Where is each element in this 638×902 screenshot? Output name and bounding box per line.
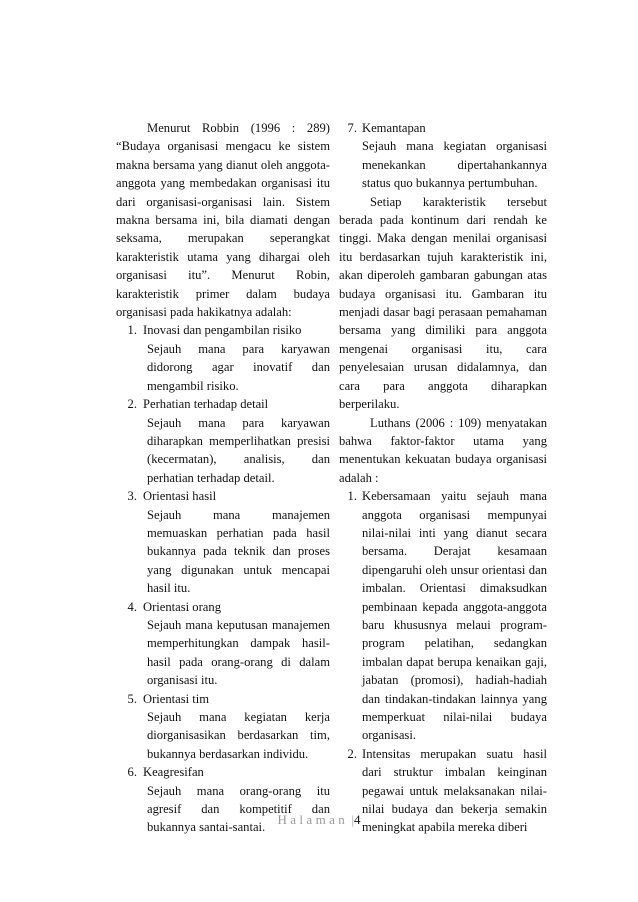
page-footer [0, 812, 638, 828]
item-body: Sejauh mana keputusan manajemen memperhitungkan dampak hasil-hasil pada orang-orang di dalam organisasi itu. [147, 617, 330, 688]
item-number: 2. [127, 397, 137, 412]
factor-number: 1. [347, 489, 357, 504]
item-number: 6. [127, 765, 137, 780]
left-column [116, 119, 330, 837]
list-item [116, 487, 330, 597]
item-title: Orientasi orang [143, 599, 221, 614]
item-title: Keagresifan [143, 765, 204, 780]
item-body: Sejauh mana para karyawan diharapkan memperlihatkan presisi (kecermatan), analisis, dan perhatian terhadap detail. [147, 415, 330, 485]
item-title: Kemantapan [362, 121, 426, 135]
item-title: Inovasi dan pengambilan risiko [143, 323, 302, 338]
footer-separator: | [351, 812, 355, 827]
body-paragraph: Luthans (2006 : 109) menyatakan bahwa faktor-faktor utama yang menentukan kekuatan budaya organisasi adalah : [339, 415, 547, 485]
factor-text: Kebersamaan yaitu sejauh mana anggota organisasi mempunyai nilai-nilai inti yang dianut secara bersama. Derajat kesamaan dipengaruhi oleh unsur orientasi dan imbalan. Orientasi dimaksudkan pembinaan kepada anggota-anggota baru khususnya melaui program-program pelatihan, sedangkan imbalan dapat berupa kenaikan gaji, jabatan (promosi), hadiah-hadiah dan tindakan-tindakan lainnya yang memperkuat nilai-nilai budaya organisasi. [362, 489, 547, 743]
item-title: Perhatian terhadap detail [143, 397, 269, 412]
intro-paragraph: Menurut Robbin (1996 : 289) “Budaya organisasi mengacu ke sistem makna bersama yang dianut oleh anggota-anggota yang membedakan organisasi itu dari organisasi-organisasi lain. Sistem makna bersama ini, bila diamati dengan seksama, merupakan seperangkat karakteristik utama yang dihargai oleh organisasi itu”. Menurut Robin, karakteristik primer dalam budaya organisasi pada hakikatnya adalah: [116, 121, 330, 320]
item-body: Sejauh mana para karyawan didorong agar inovatif dan mengambil risiko. [147, 341, 330, 393]
item-title: Orientasi tim [143, 691, 210, 706]
item-number: 3. [127, 489, 137, 504]
item-body: Sejauh mana kegiatan kerja diorganisasikan berdasarkan tim, bukannya berdasarkan individu. [147, 710, 330, 761]
item-body: Sejauh mana manajemen memuaskan perhatian pada hasil bukannya pada teknik dan proses yang digunakan untuk mencapai hasil itu. [147, 507, 330, 596]
item-number: 5. [127, 691, 137, 706]
list-item [339, 119, 547, 193]
item-body: Sejauh mana orang-orang itu agresif dan kompetitif dan bukannya santai-santai. [147, 783, 330, 835]
factor-text: Intensitas merupakan suatu hasil dari struktur imbalan keinginan pegawai untuk melaksanakan nilai-nilai budaya dan bekerja semakin meningkat apabila mereka diberi [362, 746, 547, 835]
item-title: Orientasi hasil [143, 489, 217, 504]
list-item [116, 395, 330, 487]
item-number: 7. [347, 121, 357, 135]
item-number: 1. [127, 323, 137, 338]
footer-label: Halaman [277, 812, 349, 827]
factor-item [339, 487, 547, 745]
right-column [339, 119, 547, 837]
list-item [116, 321, 330, 395]
item-body: Sejauh mana kegiatan organisasi menekankan dipertahankannya status quo bukannya pertumbuhan. [362, 139, 547, 191]
page-number: 4 [354, 812, 361, 827]
item-number: 4. [127, 599, 137, 614]
body-paragraph: Setiap karakteristik tersebut berada pada kontinum dari rendah ke tinggi. Maka dengan menilai organisasi itu berdasarkan tujuh karakteristik ini, akan diperoleh gambaran gabungan atas budaya organisasi itu. Gambaran itu menjadi dasar bagi perasaan pemahaman bersama yang dimiliki para anggota mengenai organisasi itu, cara penyelesaian urusan didalamnya, dan cara para anggota diharapkan berperilaku. [339, 194, 547, 412]
list-item [116, 690, 330, 764]
list-item [116, 598, 330, 690]
factor-number: 2. [347, 746, 357, 761]
